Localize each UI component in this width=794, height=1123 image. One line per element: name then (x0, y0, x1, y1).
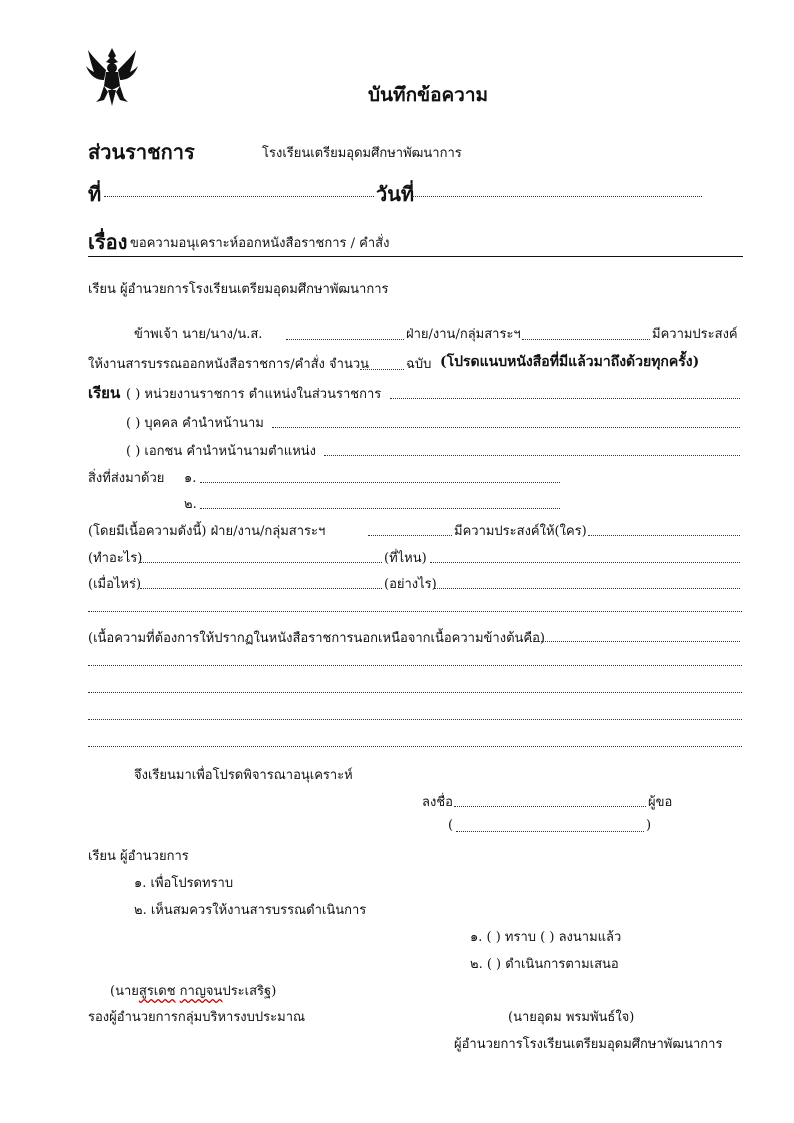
who-label: มีความประสงค์ให้(ใคร) (454, 524, 587, 539)
content-unit-field[interactable] (368, 535, 452, 536)
content-blank-line[interactable] (88, 611, 742, 612)
content-blank-line[interactable] (88, 692, 742, 693)
salutation: เรียน ผู้อำนวยการโรงเรียนเตรียมอุดมศึกษาพัฒนาการ (88, 282, 389, 297)
government-position-field[interactable] (390, 398, 740, 399)
attachment-note: (โปรดแนบหนังสือที่มีแล้วมาถึงด้วยทุกครั้ง) (440, 354, 700, 370)
how-field[interactable] (434, 588, 740, 589)
what-label: (ทำอะไร) (88, 551, 143, 566)
attachments-label: สิ่งที่ส่งมาด้วย (88, 471, 165, 486)
content-blank-line[interactable] (88, 746, 742, 747)
review-salutation: เรียน ผู้อำนวยการ (88, 849, 189, 864)
purpose-label: มีความประสงค์ (652, 327, 738, 342)
requester-label: ผู้ขอ (648, 795, 673, 810)
memo-title: บันทึกข้อความ (368, 84, 489, 106)
requester-printed-name-field[interactable] (456, 831, 644, 832)
copy-count-field[interactable] (360, 369, 404, 370)
subject-label: เรื่อง (88, 230, 128, 254)
deputy-first-name: สูรเดช (138, 984, 176, 999)
where-field[interactable] (430, 562, 740, 563)
private-position-field[interactable] (324, 455, 740, 456)
department-unit-field[interactable] (522, 339, 650, 340)
person-title-field[interactable] (272, 427, 740, 428)
how-label: (อย่างไร) (384, 577, 437, 592)
department-unit-label: ฝ่าย/งาน/กลุ่มสาระฯ (406, 327, 521, 342)
deputy-title: รองผู้อำนวยการกลุ่มบริหารงบประมาณ (88, 1010, 306, 1025)
signature-label: ลงชื่อ (422, 795, 453, 810)
director-title: ผู้อำนวยการโรงเรียนเตรียมอุดมศึกษาพัฒนาการ (454, 1037, 723, 1052)
closing-text: จึงเรียนมาเพื่อโปรดพิจารณาอนุเคราะห์ (134, 768, 353, 783)
paren-close: ) (646, 818, 652, 833)
header-divider (88, 256, 743, 257)
when-field[interactable] (140, 588, 382, 589)
document-number-field[interactable] (104, 196, 374, 197)
review-item-1: ๑. เพื่อโปรดทราบ (134, 876, 234, 891)
where-label: (ที่ไหน) (384, 551, 427, 566)
paren-open: ( (448, 818, 454, 833)
what-field[interactable] (140, 562, 382, 563)
attachment-1-number: ๑. (184, 471, 197, 486)
recipient-label: เรียน (88, 384, 121, 402)
deputy-last-name: กาญจน (179, 984, 223, 999)
requester-prefix-label: ข้าพเจ้า นาย/นาง/น.ส. (134, 327, 263, 342)
review-item-2: ๒. เห็นสมควรให้งานสารบรรณดำเนินการ (134, 903, 367, 918)
recipient-option-person[interactable]: ( ) บุคคล คำนำหน้านาม (126, 416, 264, 431)
department-value: โรงเรียนเตรียมอุดมศึกษาพัฒนาการ (262, 146, 462, 161)
date-label: วันที่ (376, 182, 415, 206)
deputy-name (110, 980, 276, 1001)
date-field[interactable] (412, 196, 702, 197)
extra-content-field[interactable] (530, 641, 740, 642)
deputy-name-open: (นาย (110, 984, 139, 999)
subject-value: ขอความอนุเคราะห์ออกหนังสือราชการ / คำสั่ง (130, 236, 390, 251)
attachment-2-field[interactable] (200, 508, 560, 509)
recipient-option-private[interactable]: ( ) เอกชน คำนำหน้านามตำแหน่ง (126, 444, 316, 459)
attachment-2-number: ๒. (184, 497, 197, 512)
request-count-label: ให้งานสารบรรณออกหนังสือราชการ/คำสั่ง จำนวน (88, 357, 370, 372)
director-name: (นายอุดม พรมพันธ์ใจ) (508, 1010, 635, 1025)
garuda-emblem-icon (86, 46, 138, 108)
copies-unit-label: ฉบับ (406, 357, 432, 372)
content-intro-label: (โดยมีเนื้อความดังนี้) ฝ่าย/งาน/กลุ่มสาระฯ (88, 524, 326, 539)
when-label: (เมื่อไหร่) (88, 577, 142, 592)
requester-name-field[interactable] (286, 339, 404, 340)
recipient-option-government[interactable]: ( ) หน่วยงานราชการ ตำแหน่งในส่วนราชการ (126, 387, 382, 402)
director-decision-2[interactable]: ๒. ( ) ดำเนินการตามเสนอ (470, 957, 619, 972)
document-number-label: ที่ (88, 182, 102, 206)
director-decision-1[interactable]: ๑. ( ) ทราบ ( ) ลงนามแล้ว (470, 930, 622, 945)
signature-field[interactable] (454, 806, 646, 807)
deputy-name-close: ประเสริฐ) (222, 984, 277, 999)
content-blank-line[interactable] (88, 719, 742, 720)
attachment-1-field[interactable] (200, 482, 560, 483)
content-blank-line[interactable] (88, 665, 742, 666)
extra-content-label: (เนื้อความที่ต้องการให้ปรากฏในหนังสือราชการนอกเหนือจากเนื้อความข้างต้นคือ) (88, 631, 545, 646)
who-field[interactable] (588, 535, 740, 536)
department-label: ส่วนราชการ (88, 140, 195, 164)
